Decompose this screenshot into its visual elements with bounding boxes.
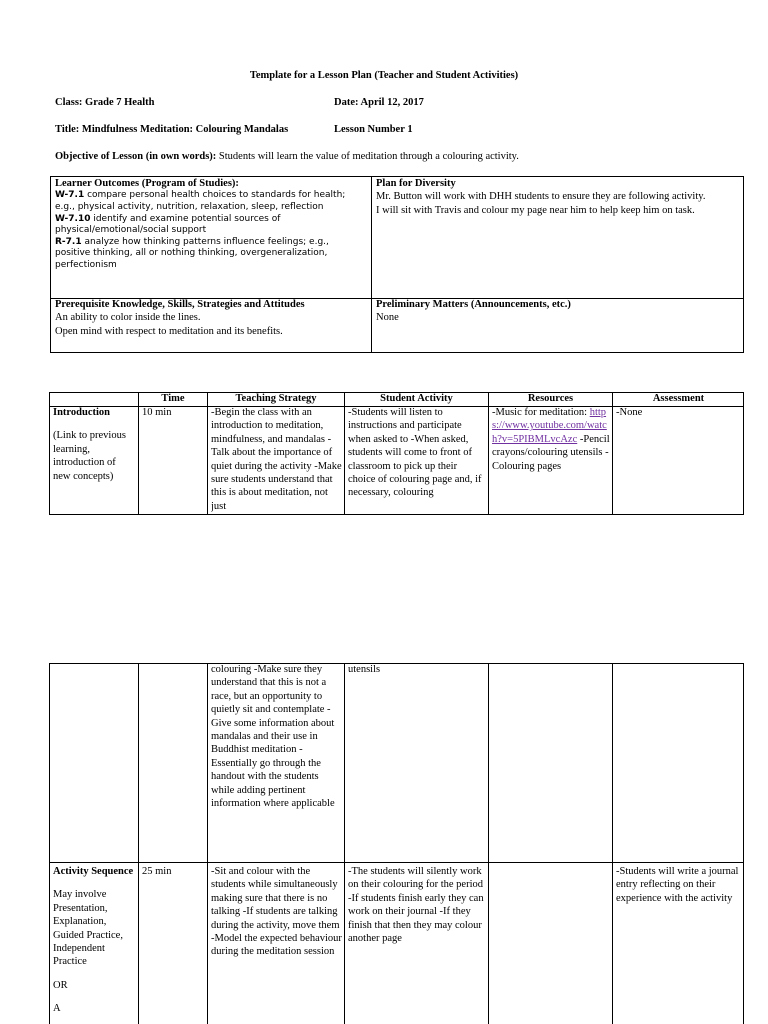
- activity-label-cell: [53, 865, 135, 1024]
- header-teaching-strategy: Teaching Strategy: [235, 393, 317, 404]
- learner-outcomes-heading: Learner Outcomes (Program of Studies):: [55, 178, 239, 189]
- preliminary-matters: [376, 298, 738, 325]
- lesson-number: Lesson Number 1: [334, 124, 413, 135]
- document-title: Template for a Lesson Plan (Teacher and Student Activities): [249, 70, 519, 81]
- objective-text: Students will learn the value of meditation through a colouring activity.: [216, 151, 519, 162]
- learner-outcomes: [55, 177, 367, 272]
- activity-sub: May involve Presentation, Explanation, Guided Practice, Independent Practice: [53, 889, 123, 968]
- outcome-item: [55, 190, 367, 213]
- outcome-text: analyze how thinking patterns influence feelings; e.g., positive thinking, all or nothing thinking, overgeneralization, perfectionism: [55, 236, 329, 270]
- prerequisite-heading: Prerequisite Knowledge, Skills, Strategies and Attitudes: [55, 299, 305, 310]
- plan-for-diversity: [376, 177, 738, 217]
- activity-student: -The students will silently work on their colouring for the period -If students finish early they can work on their journal -If they finish that then they may colour another page: [348, 866, 484, 945]
- outcome-text: identify and examine potential sources of physical/emotional/social support: [55, 213, 281, 236]
- outcome-text: compare personal health choices to standards for health; e.g., physical activity, nutrition, relaxation, sleep, reflection: [55, 190, 346, 212]
- intro-resources: [492, 406, 610, 514]
- header-resources: Resources: [527, 393, 574, 404]
- cont-activity: utensils: [348, 664, 381, 675]
- outcome-item: [55, 237, 367, 272]
- class-label: Class: Grade 7 Health: [55, 97, 155, 108]
- preliminary-text: None: [376, 312, 399, 324]
- youtube-link[interactable]: https://www.youtube.com/watch?v=5PIBMLvcAzc: [492, 407, 607, 445]
- intro-activity: -Students will listen to instructions and participate when asked to -When asked, students will come to front of classroom to pick up their choice of colouring page and, if necessary, colouring: [348, 407, 482, 499]
- diversity-line: Mr. Button will work with DHH students to ensure they are following activity.: [376, 191, 706, 203]
- outcome-code: R-7.1: [55, 236, 82, 247]
- objective-label: Objective of Lesson (in own words):: [55, 151, 217, 162]
- outcome-code: W-7.1: [55, 190, 85, 201]
- activity-time: 25 min: [142, 866, 172, 877]
- activity-strategy: -Sit and colour with the students while simultaneously making sure that there is no talking -If students are talking during the activity, move them -Model the expected behaviour during the meditation session: [211, 866, 342, 958]
- intro-time: 10 min: [142, 407, 172, 418]
- activity-assessment: -Students will write a journal entry reflecting on their experience with the activity: [616, 866, 739, 904]
- preliminary-heading: Preliminary Matters (Announcements, etc.): [376, 299, 571, 310]
- plan-for-diversity-heading: Plan for Diversity: [376, 178, 456, 189]
- outcome-code: W-7.10: [55, 213, 91, 224]
- intro-assessment: -None: [616, 407, 643, 418]
- lesson-title: Title: Mindfulness Meditation: Colouring Mandalas: [55, 124, 289, 135]
- resources-text: -Pencil crayons/colouring utensils -Colouring pages: [492, 433, 610, 472]
- cont-strategy: colouring -Make sure they understand that this is not a race, but an opportunity to quietly sit and contemplate -Give some information about mandalas and their use in Buddhist meditation -Essentially go through the handout with the students while adding pertinent information where applicable: [211, 664, 335, 810]
- diversity-line: I will sit with Travis and colour my page near him to help keep him on task.: [376, 204, 695, 216]
- activity-or: OR: [53, 979, 68, 991]
- header-time: Time: [161, 393, 185, 404]
- activity-tail: A: [53, 1003, 61, 1015]
- intro-label-cell: [53, 406, 135, 514]
- header-student-activity: Student Activity: [380, 393, 453, 404]
- prerequisite-line: Open mind with respect to meditation and its benefits.: [55, 325, 283, 337]
- objective: [55, 150, 755, 163]
- outcome-item: [55, 214, 367, 237]
- prerequisite: [55, 298, 367, 338]
- header-assessment: Assessment: [652, 393, 705, 404]
- date-label: Date: April 12, 2017: [334, 97, 424, 108]
- intro-strategy: -Begin the class with an introduction to meditation, mindfulness, and mandalas -Talk about the importance of quiet during the activity -Make sure students understand that this is about meditation, not just: [211, 407, 342, 512]
- intro-label: Introduction: [53, 407, 110, 418]
- prerequisite-line: An ability to color inside the lines.: [55, 312, 201, 324]
- resources-text: -Music for meditation:: [492, 407, 588, 418]
- activity-label: Activity Sequence: [53, 866, 134, 877]
- intro-sub: (Link to previous learning, introduction of new concepts): [53, 430, 126, 482]
